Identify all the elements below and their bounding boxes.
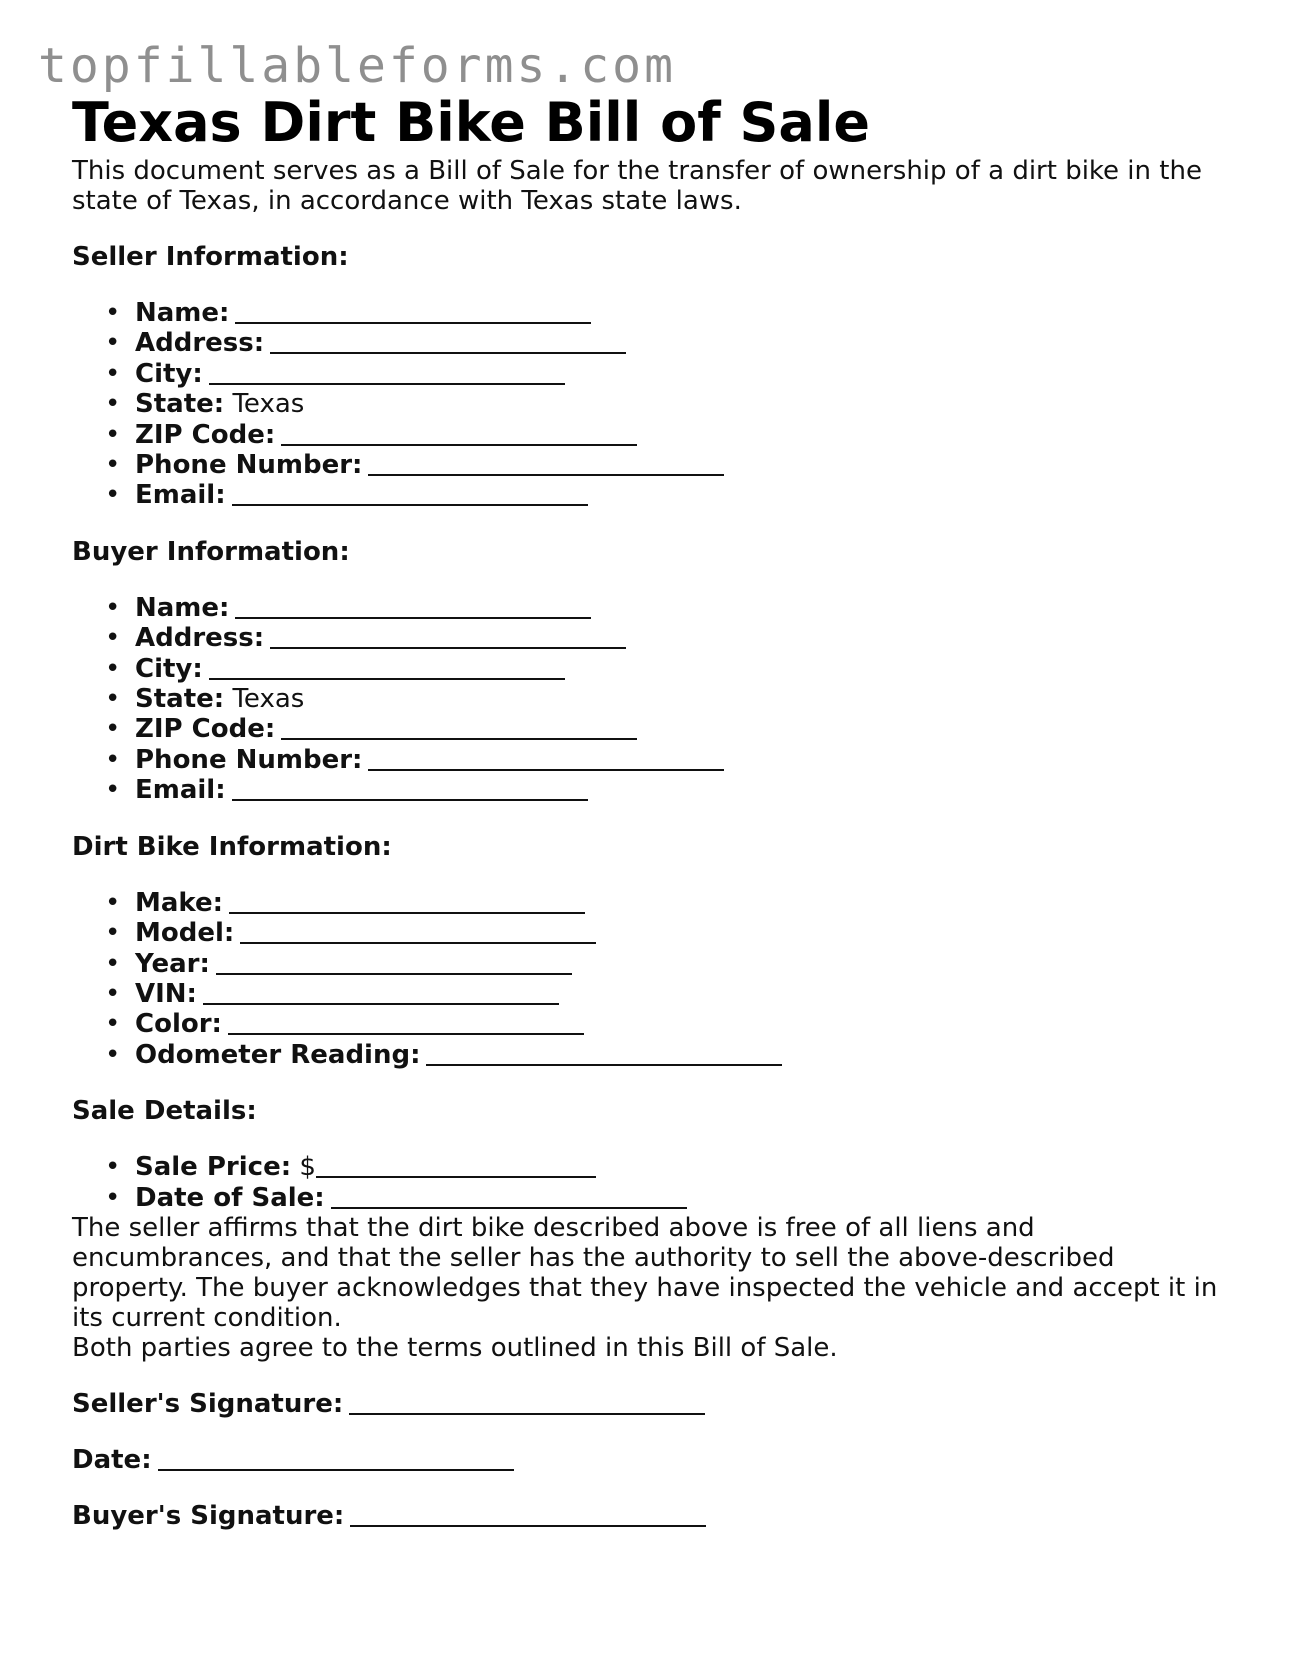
sale-date-row <box>72 1183 1232 1213</box>
field-label: Name: <box>135 592 230 623</box>
seller-signature-row <box>72 1389 1232 1419</box>
buyer-signature-row <box>72 1501 1232 1531</box>
seller-state-row <box>72 389 1232 419</box>
buyer-state-value: Texas <box>232 684 305 715</box>
field-label: Sale Price: <box>135 1152 292 1183</box>
bike-heading: Dirt Bike Information: <box>72 831 392 862</box>
affirmation-paragraph: The seller affirms that the dirt bike described above is free of all liens and encumbrances, and that the seller has the authority to sell the above-described property. The buyer acknowledges that they have inspected the vehicle and accept it in its current condition. <box>72 1212 1218 1333</box>
field-label: State: <box>135 684 225 715</box>
buyer-fields <box>72 593 1232 806</box>
seller-phone-field[interactable] <box>368 450 724 476</box>
field-label: Buyer's Signature: <box>72 1500 345 1531</box>
field-label: Odometer Reading: <box>135 1039 421 1070</box>
field-label: Phone Number: <box>135 744 363 775</box>
field-label: Color: <box>135 1009 222 1040</box>
field-label: ZIP Code: <box>135 419 276 450</box>
field-label: ZIP Code: <box>135 714 276 745</box>
buyer-signature-field[interactable] <box>350 1501 706 1527</box>
field-label: Name: <box>135 298 230 328</box>
field-label: Email: <box>135 775 226 806</box>
buyer-city-row <box>72 654 1232 684</box>
field-label: Address: <box>135 623 265 654</box>
bike-model-field[interactable] <box>240 918 596 944</box>
watermark: topfillableforms.com <box>38 38 676 94</box>
field-label: Email: <box>135 480 226 511</box>
seller-email-row <box>72 480 1232 510</box>
seller-zip-row <box>72 420 1232 450</box>
signature-date-field[interactable] <box>158 1445 514 1471</box>
field-label: Phone Number: <box>135 450 363 481</box>
buyer-name-row <box>72 593 1232 623</box>
bike-odometer-row <box>72 1040 1232 1070</box>
bike-vin-field[interactable] <box>203 979 559 1005</box>
bike-year-field[interactable] <box>216 949 572 975</box>
seller-city-row <box>72 359 1232 389</box>
bike-color-row <box>72 1009 1232 1039</box>
field-label: Date of Sale: <box>135 1182 325 1213</box>
field-label: Date: <box>72 1444 152 1475</box>
seller-email-field[interactable] <box>232 480 588 506</box>
buyer-email-field[interactable] <box>232 775 588 801</box>
buyer-state-row <box>72 684 1232 714</box>
sale-date-field[interactable] <box>331 1183 687 1209</box>
bike-fields <box>72 888 1232 1070</box>
bike-vin-row <box>72 979 1232 1009</box>
seller-fields <box>72 298 1232 511</box>
seller-city-field[interactable] <box>209 359 565 385</box>
buyer-phone-row <box>72 745 1232 775</box>
signature-date-row <box>72 1445 1232 1475</box>
seller-zip-field[interactable] <box>281 420 637 446</box>
bike-year-row <box>72 949 1232 979</box>
sale-price-row <box>72 1152 1232 1182</box>
bike-make-row <box>72 888 1232 918</box>
buyer-address-row <box>72 623 1232 653</box>
buyer-heading: Buyer Information: <box>72 536 350 567</box>
bike-make-field[interactable] <box>229 888 585 914</box>
buyer-zip-field[interactable] <box>281 714 637 740</box>
seller-name-row <box>72 298 1232 328</box>
buyer-phone-field[interactable] <box>368 745 724 771</box>
field-label: Seller's Signature: <box>72 1388 344 1419</box>
currency-symbol: $ <box>299 1152 316 1183</box>
buyer-city-field[interactable] <box>209 654 565 680</box>
buyer-name-field[interactable] <box>235 593 591 619</box>
sale-heading: Sale Details: <box>72 1096 257 1127</box>
field-label: Year: <box>135 948 210 979</box>
sale-price-field[interactable] <box>316 1152 596 1178</box>
seller-address-field[interactable] <box>270 328 626 354</box>
buyer-email-row <box>72 775 1232 805</box>
sale-fields <box>72 1152 1232 1213</box>
document <box>72 90 1232 1531</box>
field-label: Address: <box>135 328 265 359</box>
buyer-address-field[interactable] <box>270 623 626 649</box>
field-label: VIN: <box>135 978 197 1009</box>
bike-model-row <box>72 918 1232 948</box>
bike-color-field[interactable] <box>228 1009 584 1035</box>
seller-name-field[interactable] <box>235 298 591 324</box>
agreement-paragraph: Both parties agree to the terms outlined in this Bill of Sale. <box>72 1332 838 1363</box>
page-title: Texas Dirt Bike Bill of Sale <box>72 91 870 154</box>
field-label: Model: <box>135 918 235 949</box>
seller-address-row <box>72 328 1232 358</box>
field-label: Make: <box>135 887 224 918</box>
seller-signature-field[interactable] <box>349 1389 705 1415</box>
field-label: City: <box>135 358 203 389</box>
seller-state-value: Texas <box>232 389 305 420</box>
bike-odometer-field[interactable] <box>426 1040 782 1066</box>
field-label: City: <box>135 653 203 684</box>
seller-phone-row <box>72 450 1232 480</box>
seller-heading: Seller Information: <box>72 242 349 272</box>
field-label: State: <box>135 389 225 420</box>
buyer-zip-row <box>72 714 1232 744</box>
intro-paragraph: This document serves as a Bill of Sale for the transfer of ownership of a dirt bike in the state of Texas, in accordance with Texas state laws. <box>72 156 1202 216</box>
